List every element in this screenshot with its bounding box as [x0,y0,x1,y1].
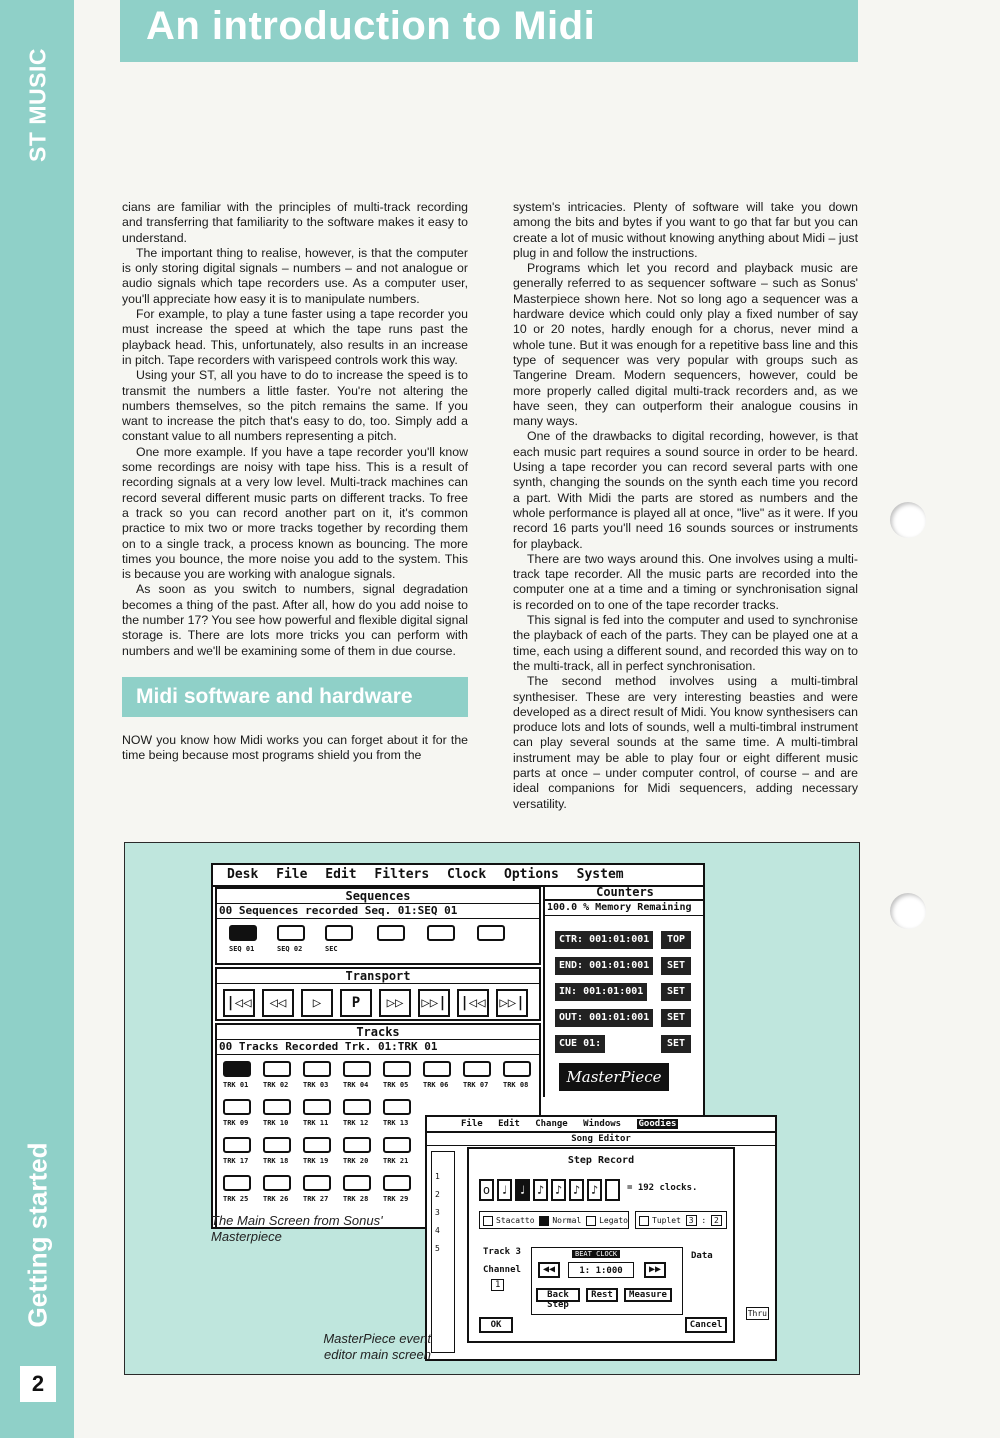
beat-clock-label: BEAT CLOCK [572,1250,620,1258]
menu-desk[interactable]: Desk [227,867,259,882]
transport-panel [215,967,541,1021]
track-label: TRK 17 [223,1157,249,1165]
track-label: TRK 25 [223,1195,249,1203]
channel-label: Channel [483,1265,521,1275]
sequence-label: SEQ 01 [229,945,255,953]
track-slot[interactable] [223,1137,251,1153]
track-slot[interactable] [383,1175,411,1191]
subheading: Midi software and hardware [122,677,468,717]
note-length-button[interactable]: o [479,1179,494,1201]
forward-end-button[interactable]: ▷▷| [418,989,450,1017]
cancel-button[interactable]: Cancel [685,1317,727,1333]
track-slot[interactable] [263,1175,291,1191]
track-slot[interactable] [263,1099,291,1115]
sequence-slot[interactable] [477,925,505,941]
track-slot[interactable] [303,1137,331,1153]
counter-set-button[interactable]: SET [661,957,691,975]
article-title: An introduction to Midi [146,4,596,48]
track-label: TRK 20 [343,1157,369,1165]
track-slot[interactable] [223,1099,251,1115]
sequence-label: SEQ 02 [277,945,303,953]
track-label: TRK 01 [223,1081,249,1089]
tuplet-numerator[interactable]: 3 [686,1215,697,1226]
note-length-button[interactable]: ♪ [533,1179,548,1201]
track-label: TRK 09 [223,1119,249,1127]
clocks-value: = 192 clocks. [627,1183,698,1193]
menu-bar [213,865,703,887]
step-back-button[interactable]: ◀◀ [538,1262,560,1278]
menu-file[interactable]: File [276,867,308,882]
sequences-info: 00 Sequences recorded Seq. 01:SEQ 01 [217,904,539,919]
panel-title: Sequences [217,889,539,904]
menu-file[interactable]: File [461,1119,483,1129]
back-step-button[interactable]: Back Step [536,1288,580,1302]
position-panel [531,1247,683,1315]
track-number: 2 [435,1190,440,1199]
paragraph: Using your ST, all you have to do to increase the speed is to transmit the numbers a little faster. You're not altering the numbers themselves, so the pitch remains the same. If you want to increase the pitch that's easy to do, too. Simply add a constant value to all numbers representing a pitch. [122,368,468,444]
tuplet-label: Tuplet [652,1216,681,1225]
rest-button[interactable]: Rest [586,1288,618,1302]
ok-button[interactable]: OK [479,1317,513,1333]
track-label: TRK 12 [343,1119,369,1127]
rewind-start-button[interactable]: |◁◁ [223,989,255,1017]
counter-top-button[interactable]: TOP [661,931,691,949]
track-slot[interactable] [383,1099,411,1115]
track-list [431,1151,455,1353]
column-right [513,200,858,812]
panel-title: Transport [217,969,539,984]
paragraph: NOW you know how Midi works you can forget about it for the time being because most programs shield you from the [122,732,468,763]
paragraph: Programs which let you record and playback music are generally referred to as sequencer software – such as Sonus' Masterpiece shown here. Not so long ago a sequencer was a hardware device which could only play a fixed number of say 10 or 20 notes, hardly enough for a chorus, never mind a whole tune. But it was enough for a repetitive bass line and this type of sequencer was very popular with groups such as Tangerine Dream. Modern sequencers, however, could be more properly called digital multi-track recorders and, as we have seen, they can outperform their analogue cousins in many ways. [513,261,858,429]
panel-title: Tracks [217,1025,539,1040]
menu-goodies[interactable]: Goodies [638,1119,677,1129]
counter-cue: CUE 01: [555,1035,605,1053]
paragraph: cians are familiar with the principles of multi-track recording and transferring that familiarity to the software makes it easy to understand. [122,200,468,245]
stacatto-checkbox[interactable] [483,1216,493,1226]
tuplet-group: Tuplet 3 : 2 [635,1211,727,1229]
sequences-panel [215,887,541,965]
sequence-slot[interactable] [377,925,405,941]
sequence-slot[interactable] [229,925,257,941]
dialog-title: Step Record [567,1155,635,1166]
menu-windows[interactable]: Windows [583,1119,622,1129]
menu-change[interactable]: Change [535,1119,568,1129]
note-length-button[interactable]: ♪ [569,1179,584,1201]
counter-out: OUT: 001:01:001 [555,1009,653,1027]
counter-ctr: CTR: 001:01:001 [555,931,653,949]
paragraph: As soon as you switch to numbers, signal degradation becomes a thing of the past. After all, how do you add noise to the number 17? You see how powerful and flexible digital signal storage is. There are lots more tricks you can perform with numbers and we'll be examining some of them in due course. [122,582,468,658]
track-label: Track 3 [483,1247,521,1257]
track-label: TRK 28 [343,1195,369,1203]
track-label: TRK 08 [503,1081,529,1089]
binder-hole [890,893,926,929]
track-number: 3 [435,1208,440,1217]
data-label: Data [691,1251,713,1261]
track-slot[interactable] [303,1061,331,1077]
counters-panel [543,885,705,1097]
title-bar [120,0,858,62]
track-slot[interactable] [343,1137,371,1153]
track-label: TRK 18 [263,1157,289,1165]
note-length-button[interactable] [605,1179,620,1201]
paragraph: There are two ways around this. One involves using a multi-track tape recorder. All the music parts are recorded into the computer one at a time and a timing or synchronisation signal is recorded on to one of the tape recorder tracks. [513,551,858,612]
track-label: TRK 04 [343,1081,369,1089]
menu-system[interactable]: System [576,867,624,882]
paragraph: The important thing to realise, however, is that the computer is only storing digital signals – numbers – and not analogue or audio signals which tape recorders use. As a computer user, you'll appreciate how easy it is to manipulate numbers. [122,245,468,306]
step-forward-button[interactable]: ▶▶ [644,1262,666,1278]
track-number: 5 [435,1244,440,1253]
track-slot[interactable] [383,1137,411,1153]
track-slot[interactable] [343,1061,371,1077]
tuplet-checkbox[interactable] [639,1216,649,1226]
play-button[interactable]: ▷ [301,989,333,1017]
channel-input[interactable]: 1 [491,1279,504,1291]
track-slot[interactable] [463,1061,491,1077]
track-label: TRK 02 [263,1081,289,1089]
articulation-group [479,1211,629,1229]
locate-in-button[interactable]: |◁◁ [457,989,489,1017]
menu-edit[interactable]: Edit [325,867,357,882]
track-number: 1 [435,1172,440,1181]
figure [124,842,860,1375]
track-label: TRK 05 [383,1081,409,1089]
panel-title: Counters [545,885,705,901]
track-slot[interactable] [263,1061,291,1077]
menu-bar [427,1117,775,1133]
track-label: TRK 29 [383,1195,409,1203]
track-slot[interactable] [223,1175,251,1191]
note-length-button[interactable]: ♩ [497,1179,512,1201]
binder-hole [890,502,926,538]
note-length-button[interactable]: ♩ [515,1179,530,1201]
fast-forward-button[interactable]: ▷▷ [379,989,411,1017]
track-label: TRK 10 [263,1119,289,1127]
paragraph: One more example. If you have a tape recorder you'll know some recordings are noisy with tape hiss. This is a result of recording signals at a very low level. Multi-track machines can record several different music parts on different tracks. To free a track so you can record another part on it, it's common practice to mix two or more tracks together by recording them on to a single track, a process known as bouncing. The more times you bounce, the more noise you add to the system. This is because you are working with analogue signals. [122,444,468,582]
track-slot[interactable] [503,1061,531,1077]
sequence-slot[interactable] [277,925,305,941]
legato-checkbox[interactable] [586,1216,596,1226]
track-label: TRK 27 [303,1195,329,1203]
caption-main-screen: The Main Screen from Sonus' Masterpiece [211,1213,383,1244]
track-label: TRK 03 [303,1081,329,1089]
note-length-button[interactable]: ♪ [551,1179,566,1201]
track-slot[interactable] [223,1061,251,1077]
column-left [122,200,468,764]
track-slot[interactable] [263,1137,291,1153]
track-label: TRK 26 [263,1195,289,1203]
note-length-button[interactable]: ♪ [587,1179,602,1201]
counter-set-button[interactable]: SET [661,1035,691,1053]
paragraph: system's intricacies. Plenty of software will take you down among the bits and bytes if you want to go that far but you can create a lot of music without knowing anything about Midi – just plug in and follow the instructions. [513,200,858,260]
sequence-slot[interactable] [427,925,455,941]
counter-set-button[interactable]: SET [661,1009,691,1027]
paragraph: The second method involves using a multi-timbral synthesiser. These are very interesting beasties and were developed as a direct result of Midi. You know synthesisers can produce lots and lots of sounds, well a multi-timbral instrument can play several sounds at the same time. A multi-timbral instrument may be able to play four or eight different music parts at once – under computer control, of course – and are ideal companions for Midi sequencers, adding necessary versatility. [513,674,858,811]
locate-out-button[interactable]: ▷▷| [496,989,528,1017]
position-display: 1: 1:000 [568,1262,634,1278]
track-slot[interactable] [343,1099,371,1115]
section-label: ST MUSIC [24,48,51,162]
paragraph: For example, to play a tune faster using a tape recorder you must increase the speed at which the tape runs past the playback head. This, unfortunately, also results in an increase in pitch. Tape recorders with varispeed controls work this way. [122,307,468,367]
step-record-dialog [467,1147,735,1343]
track-label: TRK 06 [423,1081,449,1089]
track-slot[interactable] [383,1061,411,1077]
track-label: TRK 13 [383,1119,409,1127]
track-label: TRK 19 [303,1157,329,1165]
track-label: TRK 11 [303,1119,329,1127]
track-label: TRK 21 [383,1157,409,1165]
page-number: 2 [20,1366,56,1402]
thru-label: Thru [747,1309,767,1318]
paragraph: One of the drawbacks to digital recording, however, is that each music part requires a sound source in order to be heard. Using a tape recorder you can record several parts with one synth, changing the sounds on the synth each time you record a part. With Midi the parts are stored as numbers and the whole performance is played all at once, "live" as it were. If you record 16 parts you'll need 16 sounds sources or instruments for playback. [513,429,858,551]
legato-label: Legato [599,1216,628,1225]
tracks-info: 00 Tracks Recorded Trk. 01:TRK 01 [217,1040,539,1055]
sequence-label: SEC [325,945,338,953]
normal-label: Normal [552,1216,582,1225]
track-number: 4 [435,1226,440,1235]
memory-remaining: 100.0 % Memory Remaining [545,901,705,916]
masterpiece-logo: MasterPiece [559,1063,669,1091]
track-slot[interactable] [303,1175,331,1191]
chapter-label: Getting started [22,1142,53,1328]
counter-end: END: 001:01:001 [555,957,653,975]
normal-checkbox[interactable] [539,1216,549,1226]
window-title: Song Editor [427,1133,775,1146]
track-label: TRK 07 [463,1081,489,1089]
pause-button[interactable]: P [340,989,372,1017]
rewind-button[interactable]: ◁◁ [262,989,294,1017]
track-slot[interactable] [423,1061,451,1077]
menu-clock[interactable]: Clock [447,867,487,882]
tuplet-denominator[interactable]: 2 [711,1215,722,1226]
menu-edit[interactable]: Edit [498,1119,520,1129]
counter-set-button[interactable]: SET [661,983,691,1001]
menu-filters[interactable]: Filters [374,867,430,882]
menu-options[interactable]: Options [504,867,559,882]
sidebar [0,0,74,1438]
counter-in: IN: 001:01:001 [555,983,647,1001]
sequence-slot[interactable] [325,925,353,941]
track-slot[interactable] [303,1099,331,1115]
measure-button[interactable]: Measure [624,1288,672,1302]
track-slot[interactable] [343,1175,371,1191]
event-editor-screenshot [425,1115,777,1361]
paragraph: This signal is fed into the computer and used to synchronise the playback of each of the parts. They can be played one at a time, each using a different sound, and recorded this way on to the multi-track, all in perfect synchronisation. [513,613,858,673]
caption-event-editor: MasterPiece event editor main screen [323,1331,431,1362]
stacatto-label: Stacatto [496,1216,535,1225]
